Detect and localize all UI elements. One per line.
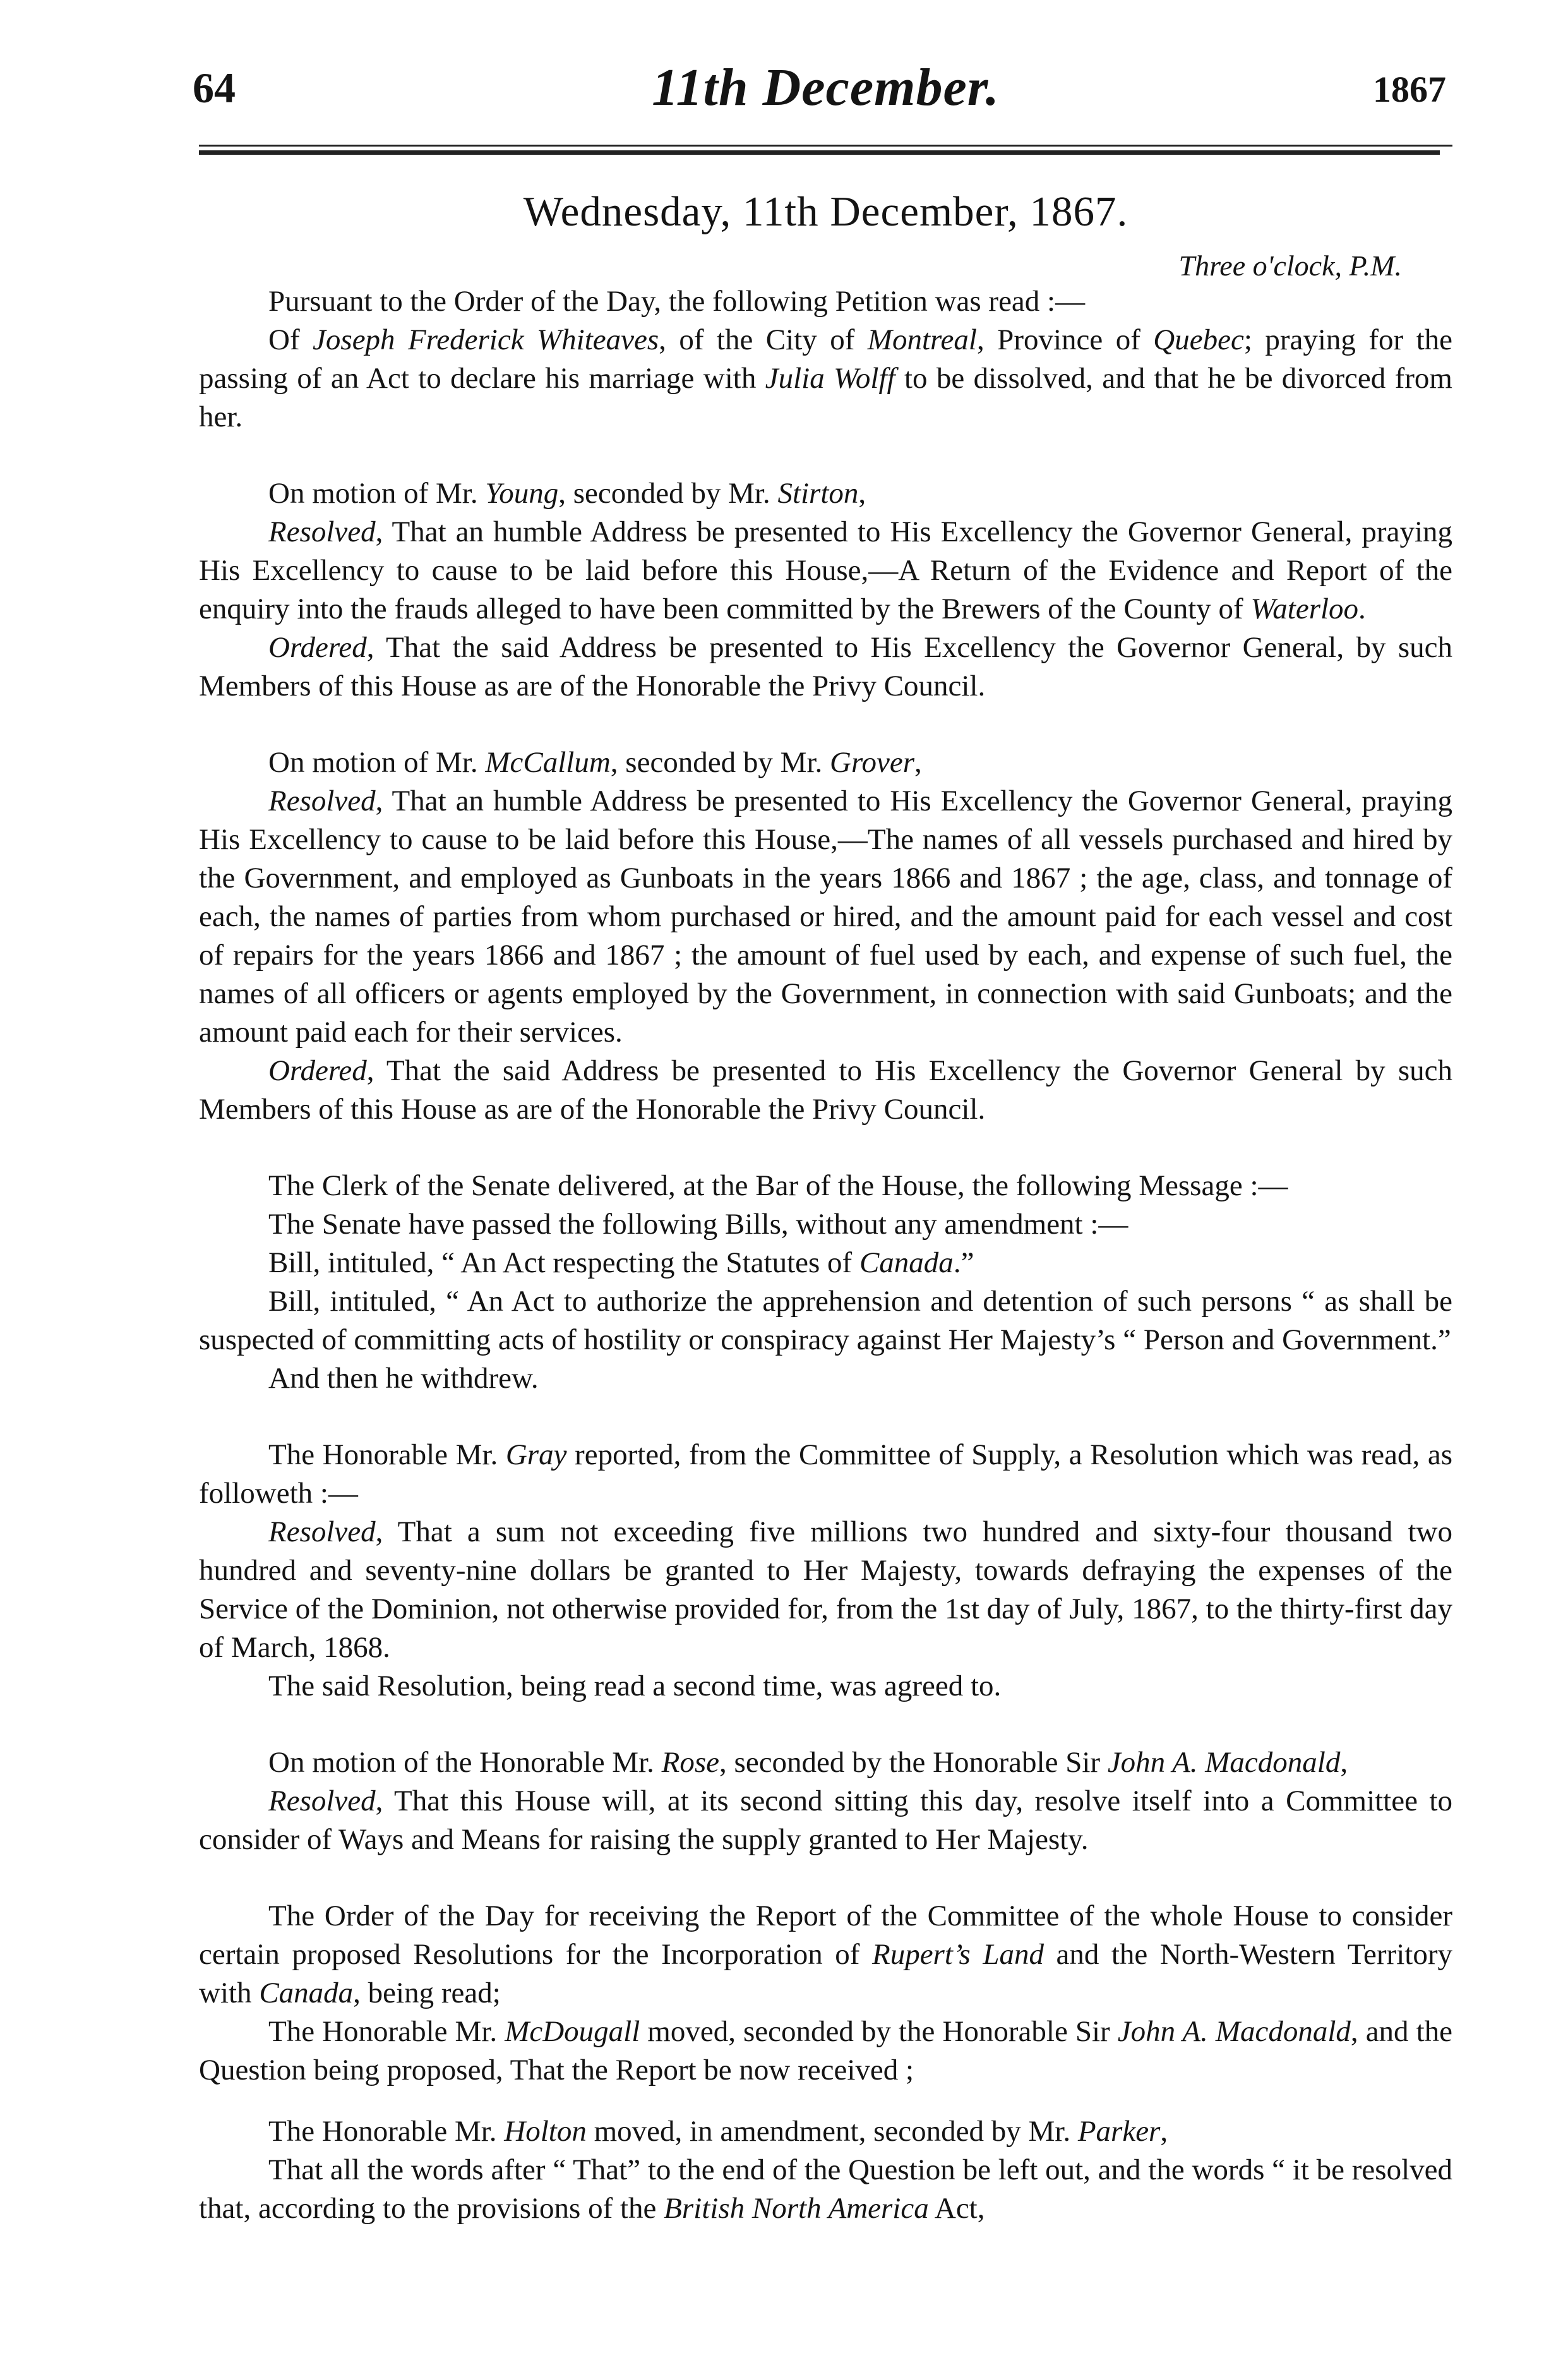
motion-rose-heading: On motion of the Honorable Mr. Rose, seconded by the Honorable Sir John A. Macdonald,	[268, 1746, 1348, 1779]
header-rule-thick	[199, 150, 1440, 155]
header-rule-thin	[199, 145, 1452, 147]
senate-withdrew: And then he withdrew.	[268, 1362, 539, 1395]
petition-text: Of Joseph Frederick Whiteaves, of the City of Montreal, Province of Quebec; praying for the passing of an Act to declare his marriage with Julia Wolff to be dissolved, and that he be divorced from her.	[199, 323, 1453, 433]
ruperts-land-order: The Order of the Day for receiving the Report of the Committee of the whole House to consider certain proposed Resolutions for the Incorporation of Rupert’s Land and the North-Western Territory with Canada, being read;	[199, 1899, 1452, 2009]
senate-bills-passed: The Senate have passed the following Bills, without any amendment :—	[268, 1208, 1128, 1241]
motion-mccallum-resolved: Resolved, That an humble Address be presented to His Excellency the Governor General, praying His Excellency to cause to be laid before this House,—The names of all vessels purchased and hired by the Government, and employed as Gunboats in the years 1866 and 1867 ; the age, class, and tonnage of each, the names of parties from whom purchased or hired, and the amount paid for each vessel and cost of repairs for the years 1866 and 1867 ; the amount of fuel used by each, and expense of such fuel, the names of all officers or agents employed by the Government, in connection with said Gunboats; and the amount paid each for their services.	[199, 785, 1452, 1049]
page-header	[193, 57, 1452, 129]
amendment-text: That all the words after “ That” to the end of the Question be left out, and the words “ it be resolved that, according to the provisions of the British North America Act,	[199, 2153, 1452, 2225]
ruperts-land-motion: The Honorable Mr. McDougall moved, seconded by the Honorable Sir John A. Macdonald, and the Question being proposed, That the Report be now received ;	[199, 2015, 1453, 2086]
supply-agreed: The said Resolution, being read a second time, was agreed to.	[268, 1670, 1002, 1702]
sitting-date: Wednesday, 11th December, 1867.	[523, 188, 1128, 235]
motion-young-ordered: Ordered, That the said Address be presented to His Excellency the Governor General, by such Members of this House as are of the Honorable the Privy Council.	[199, 631, 1452, 702]
senate-message-intro: The Clerk of the Senate delivered, at the Bar of the House, the following Message :—	[268, 1169, 1288, 1202]
supply-resolved: Resolved, That a sum not exceeding five millions two hundred and sixty-four thousand two hundred and seventy-nine dollars be granted to Her Majesty, towards defraying the expenses of the Service of the Dominion, not otherwise provided for, from the 1st day of July, 1867, to the thirty-first day of March, 1868.	[199, 1515, 1452, 1664]
motion-rose-resolved: Resolved, That this House will, at its second sitting this day, resolve itself into a Committee to consider of Ways and Means for raising the supply granted to Her Majesty.	[199, 1785, 1452, 1856]
senate-bill-2: Bill, intituled, “ An Act to authorize the apprehension and detention of such persons “ as shall be suspected of committing acts of hostility or conspiracy against Her Majesty’s “ Person and Government.”	[199, 1285, 1452, 1356]
senate-bill-1: Bill, intituled, “ An Act respecting the Statutes of Canada.”	[268, 1246, 974, 1279]
supply-report: The Honorable Mr. Gray reported, from the Committee of Supply, a Resolution which was read, as followeth :—	[199, 1438, 1452, 1510]
motion-young-resolved: Resolved, That an humble Address be presented to His Excellency the Governor General, praying His Excellency to cause to be laid before this House,—A Return of the Evidence and Report of the enquiry into the frauds alleged to have been committed by the Brewers of the County of Waterloo.	[199, 515, 1452, 625]
motion-young-heading: On motion of Mr. Young, seconded by Mr. Stirton,	[268, 477, 866, 510]
running-title: 11th December.	[652, 58, 1000, 117]
page-number: 64	[193, 64, 236, 112]
document-page	[193, 57, 1453, 2228]
sitting-time: Three o'clock, P.M.	[1178, 250, 1402, 282]
header-year: 1867	[1373, 69, 1446, 110]
motion-mccallum-heading: On motion of Mr. McCallum, seconded by Mr. Grover,	[268, 746, 922, 779]
petition-intro: Pursuant to the Order of the Day, the following Petition was read :—	[268, 285, 1086, 318]
motion-mccallum-ordered: Ordered, That the said Address be presented to His Excellency the Governor General by such Members of this House as are of the Honorable the Privy Council.	[199, 1054, 1452, 1126]
amendment-heading: The Honorable Mr. Holton moved, in amendment, seconded by Mr. Parker,	[268, 2115, 1168, 2148]
